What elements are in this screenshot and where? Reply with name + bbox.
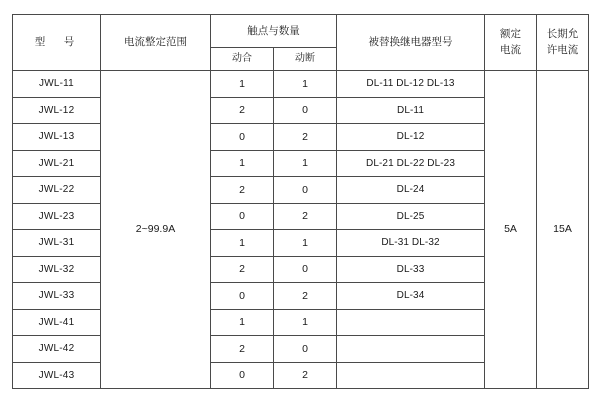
- cell-contact-no: 2: [211, 256, 274, 283]
- header-contacts-group: 触点与数量: [211, 15, 337, 48]
- cell-replacement: [337, 309, 485, 336]
- cell-contact-nc: 0: [274, 336, 337, 363]
- header-replacement-model: 被替换继电器型号: [337, 15, 485, 71]
- cell-model: JWL-21: [13, 150, 101, 177]
- table-row: [13, 71, 589, 98]
- cell-contact-no: 0: [211, 362, 274, 389]
- cell-replacement: DL-34: [337, 283, 485, 310]
- cell-current-range-merged: 2~99.9A: [101, 71, 211, 389]
- header-long-term-current-line2: 许电流: [546, 43, 579, 56]
- cell-replacement: [337, 336, 485, 363]
- cell-contact-nc: 2: [274, 362, 337, 389]
- cell-rated-current-merged: 5A: [485, 71, 537, 389]
- header-contact-normally-open: 动合: [211, 48, 274, 71]
- cell-contact-nc: 0: [274, 97, 337, 124]
- cell-contact-no: 1: [211, 71, 274, 98]
- cell-model: JWL-31: [13, 230, 101, 257]
- cell-contact-nc: 2: [274, 283, 337, 310]
- cell-contact-no: 2: [211, 336, 274, 363]
- cell-contact-no: 1: [211, 230, 274, 257]
- cell-replacement: DL-21 DL-22 DL-23: [337, 150, 485, 177]
- cell-contact-nc: 1: [274, 71, 337, 98]
- relay-specification-table: [12, 14, 589, 389]
- cell-model: JWL-33: [13, 283, 101, 310]
- cell-model: JWL-22: [13, 177, 101, 204]
- cell-contact-no: 0: [211, 283, 274, 310]
- cell-contact-nc: 2: [274, 203, 337, 230]
- cell-contact-nc: 1: [274, 230, 337, 257]
- cell-long-term-current-merged: 15A: [537, 71, 589, 389]
- cell-model: JWL-11: [13, 71, 101, 98]
- cell-model: JWL-43: [13, 362, 101, 389]
- cell-contact-no: 2: [211, 97, 274, 124]
- header-rated-current-line1: 额定: [500, 28, 521, 41]
- cell-replacement: DL-25: [337, 203, 485, 230]
- cell-contact-no: 1: [211, 150, 274, 177]
- header-long-term-current-line1: 长期允: [546, 28, 579, 41]
- cell-model: JWL-42: [13, 336, 101, 363]
- cell-model: JWL-32: [13, 256, 101, 283]
- cell-model: JWL-13: [13, 124, 101, 151]
- table-header: [13, 15, 589, 71]
- header-rated-current-line2: 电流: [500, 43, 521, 56]
- cell-contact-nc: 0: [274, 256, 337, 283]
- cell-model: JWL-12: [13, 97, 101, 124]
- header-long-term-current: [537, 15, 589, 71]
- cell-replacement: [337, 362, 485, 389]
- cell-contact-no: 0: [211, 124, 274, 151]
- table-body: [13, 71, 589, 389]
- cell-replacement: DL-31 DL-32: [337, 230, 485, 257]
- header-contact-normally-closed: 动断: [274, 48, 337, 71]
- cell-contact-no: 2: [211, 177, 274, 204]
- cell-replacement: DL-33: [337, 256, 485, 283]
- cell-contact-nc: 1: [274, 150, 337, 177]
- cell-contact-nc: 1: [274, 309, 337, 336]
- cell-contact-no: 0: [211, 203, 274, 230]
- header-model: 型 号: [13, 15, 101, 71]
- cell-replacement: DL-11: [337, 97, 485, 124]
- cell-model: JWL-41: [13, 309, 101, 336]
- header-rated-current: [485, 15, 537, 71]
- header-current-range: 电流整定范围: [101, 15, 211, 71]
- cell-replacement: DL-24: [337, 177, 485, 204]
- table-header-row-primary: [13, 15, 589, 48]
- cell-replacement: DL-11 DL-12 DL-13: [337, 71, 485, 98]
- cell-replacement: DL-12: [337, 124, 485, 151]
- cell-contact-nc: 2: [274, 124, 337, 151]
- cell-contact-nc: 0: [274, 177, 337, 204]
- cell-model: JWL-23: [13, 203, 101, 230]
- cell-contact-no: 1: [211, 309, 274, 336]
